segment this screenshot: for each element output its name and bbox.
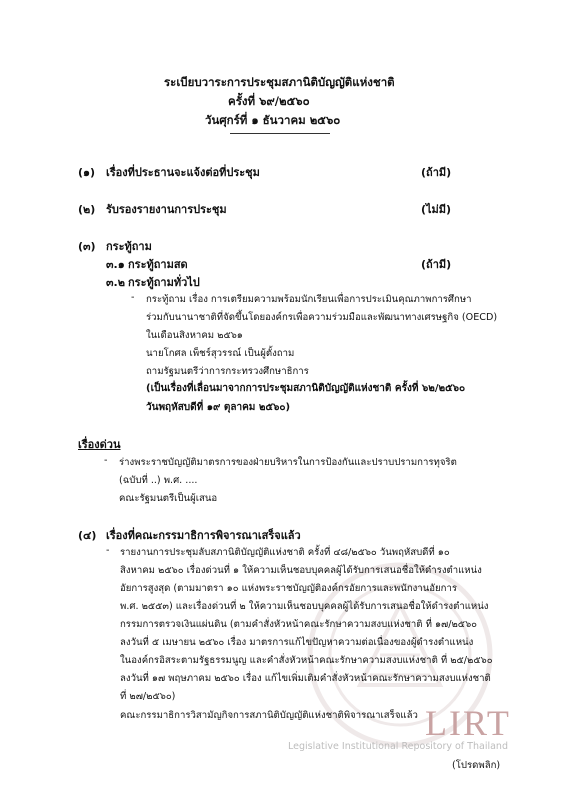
watermark-subtitle: Legislative Institutional Repository of Thailand <box>288 741 508 752</box>
report-line: พ.ศ. ๒๕๕๓) และเรื่องด่วนที่ ๒ ให้ความเห็นชอบบุคคลผู้ได้รับการเสนอชื่อให้ดำรงตำแหน่ง <box>120 601 489 612</box>
question-line: ในเดือนสิงหาคม ๒๕๖๑ <box>146 330 243 341</box>
section-3-1-status: (ถ้ามี) <box>421 258 452 271</box>
bullet-dash: - <box>106 545 110 556</box>
meeting-date: วันศุกร์ที่ ๑ ธันวาคม ๒๕๖๐ <box>205 113 341 127</box>
question-line: ถามรัฐมนตรีว่าการกระทรวงศึกษาธิการ <box>146 366 309 377</box>
meeting-number: ครั้งที่ ๖๙/๒๕๖๐ <box>228 94 310 108</box>
report-line: ที่ ๒๗/๒๕๖๐) <box>120 691 176 702</box>
agenda-title: ระเบียบวาระการประชุมสภานิติบัญญัติแห่งชาติ <box>164 75 395 89</box>
section-3-1-title: กระทู้ถามสด <box>128 258 188 271</box>
section-3-2-number: ๓.๒ <box>106 276 125 289</box>
section-3-number: (๓) <box>78 240 96 253</box>
section-3-1-number: ๓.๑ <box>106 258 125 271</box>
report-line: ลงวันที่ ๕ เมษายน ๒๕๖๐ เรื่อง มาตรการแก้ไขปัญหาความต่อเนื่องของผู้ดำรงตำแหน่ง <box>120 637 474 648</box>
bullet-dash: - <box>131 292 135 303</box>
watermark-logo: LIRT <box>425 703 511 743</box>
section-4-title: เรื่องที่คณะกรรมาธิการพิจารณาเสร็จแล้ว <box>106 529 301 542</box>
section-1-title: เรื่องที่ประธานจะแจ้งต่อที่ประชุม <box>106 166 260 179</box>
section-2-title: รับรองรายงานการประชุม <box>106 203 227 216</box>
report-line: กรรมการตรวจเงินแผ่นดิน (ตามคำสั่งหัวหน้าคณะรักษาความสงบแห่งชาติ ที่ ๑๗/๒๕๖๐ <box>120 619 478 630</box>
urgent-line: ร่างพระราชบัญญัติมาตรการของฝ่ายบริหารในการป้องกันและปราบปรามการทุจริต <box>119 457 457 468</box>
header-divider <box>230 133 330 134</box>
report-line: สิงหาคม ๒๕๖๐ เรื่องด่วนที่ ๑ ให้ความเห็นชอบบุคคลผู้ได้รับการเสนอชื่อให้ดำรงตำแหน่ง <box>120 565 482 576</box>
question-line: กระทู้ถาม เรื่อง การเตรียมความพร้อมนักเรียนเพื่อการประเมินคุณภาพการศึกษา <box>146 294 472 305</box>
section-4-number: (๔) <box>78 529 97 542</box>
section-3-title: กระทู้ถาม <box>106 240 152 253</box>
report-line: รายงานการประชุมลับสภานิติบัญญัติแห่งชาติ ครั้งที่ ๔๘/๒๕๖๐ วันพฤหัสบดีที่ ๑๐ <box>120 547 450 558</box>
postponed-note: (เป็นเรื่องที่เลื่อนมาจากการประชุมสภานิติบัญญัติแห่งชาติ ครั้งที่ ๖๒/๒๕๖๐ <box>146 383 466 394</box>
question-line: นายโกศล เพ็ชร์สุวรรณ์ เป็นผู้ตั้งถาม <box>146 348 295 359</box>
bullet-dash: - <box>104 455 108 466</box>
section-1-number: (๑) <box>78 166 96 179</box>
urgent-line: คณะรัฐมนตรีเป็นผู้เสนอ <box>119 493 218 504</box>
section-1-status: (ถ้ามี) <box>421 166 452 179</box>
section-2-status: (ไม่มี) <box>421 203 452 216</box>
report-line: ในองค์กรอิสระตามรัฐธรรมนูญ และคำสั่งหัวหน้าคณะรักษาความสงบแห่งชาติ ที่ ๒๕/๒๕๖๐ <box>120 655 493 666</box>
section-2-number: (๒) <box>78 203 96 216</box>
turn-page-note: (โปรดพลิก) <box>452 760 501 771</box>
report-line: คณะกรรมาธิการวิสามัญกิจการสภานิติบัญญัติแห่งชาติพิจารณาเสร็จแล้ว <box>120 710 418 721</box>
urgent-title: เรื่องด่วน <box>78 438 121 451</box>
report-line: อัยการสูงสุด (ตามมาตรา ๑๐ แห่งพระราชบัญญัติองค์กรอัยการและพนักงานอัยการ <box>120 583 457 594</box>
report-line: ลงวันที่ ๑๗ พฤษภาคม ๒๕๖๐ เรื่อง แก้ไขเพิ่มเติมคำสั่งหัวหน้าคณะรักษาความสงบแห่งชาติ <box>120 673 491 684</box>
question-line: ร่วมกับนานาชาติที่จัดขึ้นโดยองค์กรเพื่อความร่วมมือและพัฒนาทางเศรษฐกิจ (OECD) <box>146 312 498 323</box>
postponed-note: วันพฤหัสบดีที่ ๑๙ ตุลาคม ๒๕๖๐) <box>146 402 291 413</box>
urgent-line: (ฉบับที่ ..) พ.ศ. .... <box>119 475 198 486</box>
section-3-2-title: กระทู้ถามทั่วไป <box>128 276 200 289</box>
